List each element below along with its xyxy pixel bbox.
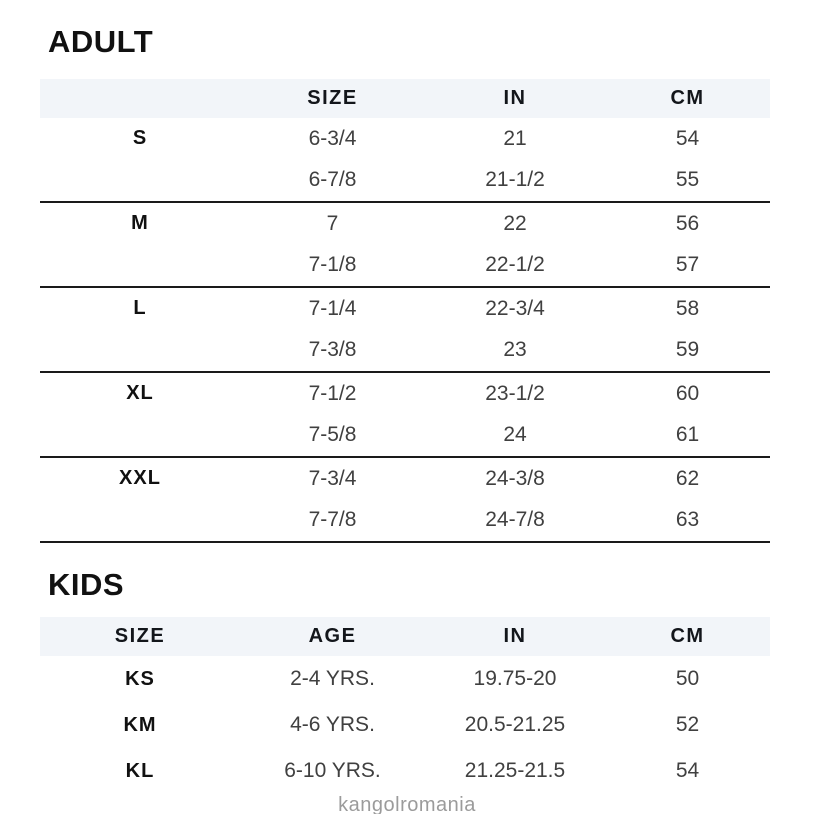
size-group-label: L [133, 297, 147, 320]
adult-size-group-l [40, 288, 770, 373]
in-cell: 23-1/2 [485, 381, 545, 405]
age-cell: 6-10 YRS. [284, 759, 381, 782]
cm-cell: 54 [675, 759, 700, 782]
in-cell: 24 [503, 423, 527, 447]
kids-size-table [40, 617, 770, 794]
adult-section-title: ADULT [48, 24, 154, 59]
cm-cell: 55 [675, 168, 700, 192]
kids-header-size: SIZE [114, 625, 166, 647]
table-row [40, 245, 770, 287]
in-cell: 24-7/8 [485, 508, 545, 532]
table-row [40, 415, 770, 457]
in-cell: 22 [503, 211, 527, 235]
table-row [40, 702, 770, 748]
cm-cell: 62 [675, 466, 700, 490]
adult-table-header-row [40, 79, 770, 118]
table-row [40, 458, 770, 500]
adult-size-group-xl [40, 373, 770, 458]
cm-cell: 52 [675, 713, 700, 736]
cm-cell: 63 [675, 508, 700, 532]
cm-cell: 56 [675, 211, 700, 235]
table-row [40, 656, 770, 702]
size-group-label: S [132, 127, 148, 150]
adult-header-in: IN [503, 87, 527, 109]
adult-size-group-xxl [40, 458, 770, 543]
adult-header-cm: CM [670, 87, 705, 109]
size-group-label: M [131, 212, 149, 235]
kids-header-in: IN [503, 625, 527, 647]
kids-header-cm: CM [670, 625, 705, 647]
size-group-label: XXL [119, 467, 161, 490]
size-cell: 7-1/8 [308, 253, 357, 277]
in-cell: 21.25-21.5 [464, 759, 566, 782]
table-row [40, 330, 770, 372]
age-cell: 4-6 YRS. [290, 713, 375, 736]
kids-header-age: AGE [308, 625, 357, 647]
in-cell: 22-1/2 [485, 253, 545, 277]
size-group-label: XL [126, 382, 154, 405]
in-cell: 21 [503, 126, 527, 150]
in-cell: 23 [503, 338, 527, 362]
adult-size-group-m [40, 203, 770, 288]
cm-cell: 57 [675, 253, 700, 277]
size-group-label: KL [125, 759, 155, 782]
table-row [40, 118, 770, 160]
size-cell: 6-3/4 [308, 126, 357, 150]
size-cell: 7-5/8 [308, 423, 357, 447]
cm-cell: 50 [675, 667, 700, 690]
in-cell: 24-3/8 [485, 466, 545, 490]
size-cell: 7-1/2 [308, 381, 357, 405]
table-row [40, 160, 770, 202]
table-row [40, 203, 770, 245]
in-cell: 20.5-21.25 [464, 713, 566, 736]
kids-table-header-row [40, 617, 770, 656]
size-group-label: KS [125, 667, 155, 690]
size-cell: 7-3/4 [308, 466, 357, 490]
size-cell: 7-1/4 [308, 296, 357, 320]
size-cell: 7 [326, 211, 339, 235]
size-cell: 7-3/8 [308, 338, 357, 362]
adult-size-group-s [40, 118, 770, 203]
size-cell: 6-7/8 [308, 168, 357, 192]
size-cell: 7-7/8 [308, 508, 357, 532]
size-group-label: KM [123, 713, 157, 736]
cm-cell: 58 [675, 296, 700, 320]
table-row [40, 500, 770, 542]
in-cell: 21-1/2 [485, 168, 545, 192]
kids-section-title: KIDS [48, 567, 125, 602]
cm-cell: 59 [675, 338, 700, 362]
in-cell: 19.75-20 [473, 667, 557, 690]
cm-cell: 61 [675, 423, 700, 447]
adult-header-size: SIZE [307, 87, 358, 109]
cm-cell: 54 [675, 126, 700, 150]
table-row [40, 748, 770, 794]
table-row [40, 373, 770, 415]
in-cell: 22-3/4 [485, 296, 545, 320]
table-row [40, 288, 770, 330]
watermark-text: kangolromania [338, 794, 476, 814]
adult-size-table [40, 79, 770, 543]
cm-cell: 60 [675, 381, 700, 405]
age-cell: 2-4 YRS. [290, 667, 375, 690]
